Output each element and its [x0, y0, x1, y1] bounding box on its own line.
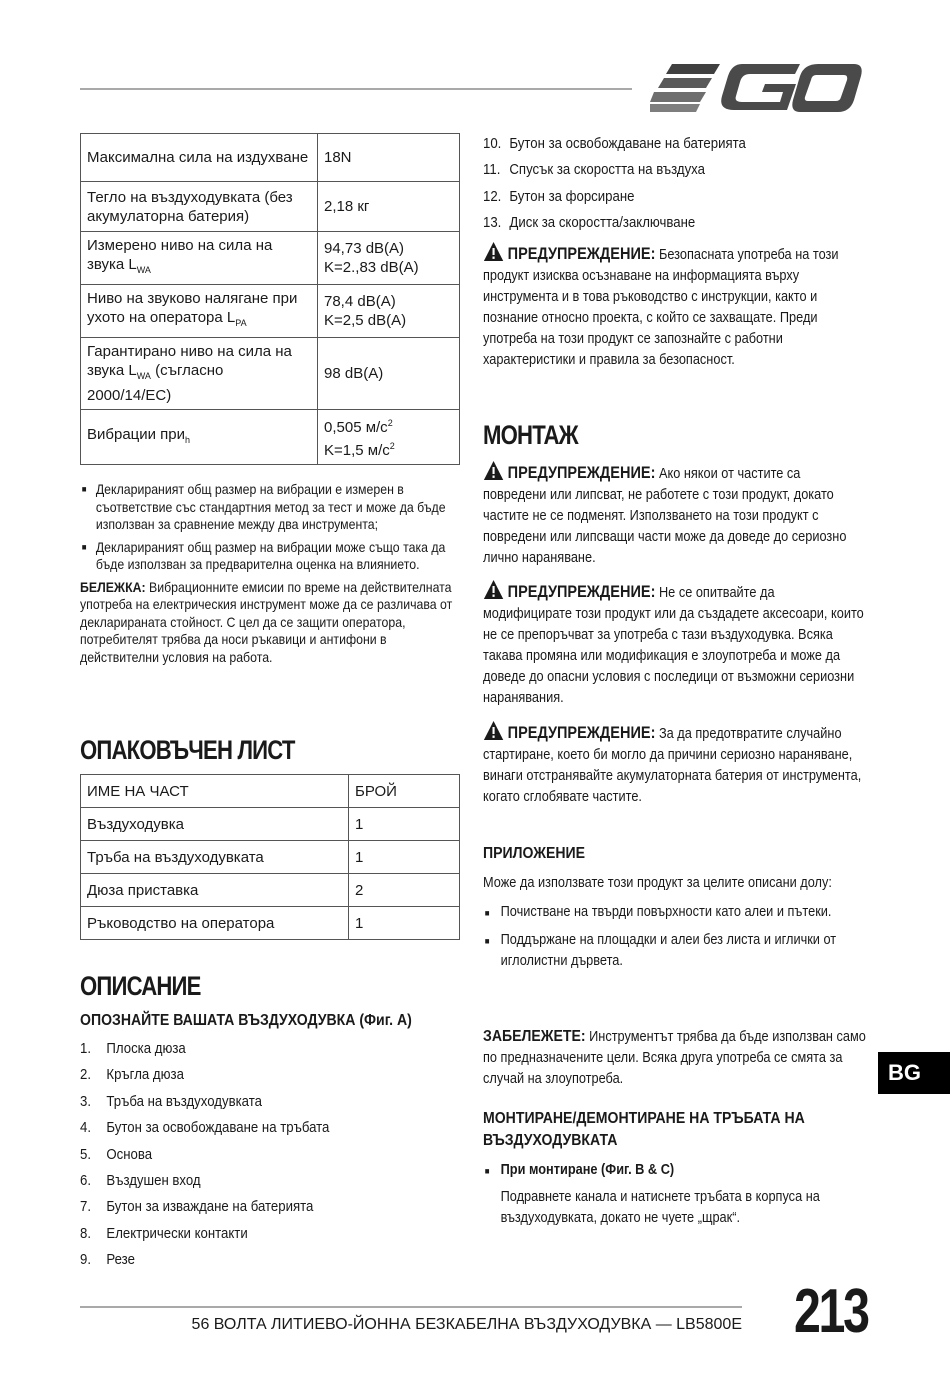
remark-paragraph: [483, 1026, 867, 1090]
list-item: ■ Почистване на твърди повърхности като алеи и пътеки.: [483, 902, 867, 923]
description-subtitle: ОПОЗНАЙТЕ ВАШАТА ВЪЗДУХОДУВКА (Фиг. А): [80, 1012, 412, 1029]
list-item: [80, 1089, 458, 1115]
warning-safety: [483, 241, 867, 371]
part-name: Ръководство на оператора: [81, 907, 349, 940]
list-item: [80, 1247, 458, 1273]
item-number: 1.: [80, 1040, 92, 1057]
spec-value: 78,4 dB(A) K=2,5 dB(A): [318, 285, 460, 338]
spec-value: 18N: [318, 134, 460, 182]
mounting-list: [483, 1160, 867, 1181]
ego-logo: [650, 62, 862, 114]
list-item: [483, 210, 861, 236]
spec-value: 98 dB(A): [318, 338, 460, 410]
part-count: 1: [349, 907, 460, 940]
list-item: [483, 157, 861, 183]
warning-text: Не се опитвайте да модифицирате този продукт или да създадете аксесоари, които не се препоръчват за употреба с тази въздуходувка. Всяка такава промяна или модификация е злоупотреба и може да доведе до опасни условия с последици от възможни сериозни наранявания.: [483, 585, 864, 706]
list-item: [80, 1221, 458, 1247]
part-name: Въздуходувка: [81, 808, 349, 841]
header-rule: [80, 88, 632, 90]
part-name: Дюза приставка: [81, 874, 349, 907]
table-row: [81, 841, 460, 874]
item-number: 11.: [483, 161, 501, 179]
table-row: [81, 907, 460, 940]
list-item: ■ Декларираният общ размер на вибрации е измерен в съответствие със стандартния метод за тест и може да бъде използван за сравнение между два инструмента;: [80, 481, 458, 534]
table-row: [81, 285, 460, 338]
list-item: ■ Декларираният общ размер на вибрации може също така да бъде използван за предварителна оценка на влиянието.: [80, 539, 458, 574]
application-title: ПРИЛОЖЕНИЕ: [483, 845, 586, 862]
specifications-table: [80, 133, 460, 465]
warning-text: За да предотвратите случайно стартиране, което би могло да причини сериозно нараняване, винаги отстранявайте акумулаторната батерия от инструмента, когато сглобявате частите.: [483, 726, 862, 805]
list-item: ■ Поддържане на площадки и алеи без листа и иглички от иглолистни дървета.: [483, 930, 867, 972]
item-text: Въздушен вход: [106, 1171, 201, 1189]
table-row: [81, 338, 460, 410]
spec-value: 2,18 кг: [318, 182, 460, 232]
packing-list-title: ОПАКОВЪЧЕН ЛИСТ: [80, 735, 295, 765]
list-item: [483, 184, 861, 210]
spec-label: Максимална сила на издухване: [81, 134, 318, 182]
item-text: Бутон за форсиране: [509, 187, 635, 205]
item-number: 10.: [483, 135, 502, 152]
warning-text: Безопасната употреба на този продукт изисква осъзнаване на информацията върху инструмента и в това ръководство с инструкции, както и познание относно проекта, с който се захващате. Преди употреба на този продукт се запознайте с работни характеристики и правила за безопасност.: [483, 247, 839, 368]
spec-label: Ниво на звуково налягане при ухото на оператора $L_{PA}$: [81, 285, 318, 338]
item-number: 9.: [80, 1251, 92, 1269]
warning-text: Ако някои от частите са повредени или липсват, не работете с този продукт, докато частите не се подменят. Използването на този продукт с повредени или липсващи части може да доведе до сериозно лично нараняване.: [483, 466, 847, 566]
description-title: ОПИСАНИЕ: [80, 971, 201, 1001]
item-text: Плоска дюза: [106, 1040, 186, 1057]
spec-label: Вибрации при$_h$: [81, 410, 318, 465]
list-item: [80, 1115, 458, 1141]
list-item: [80, 1062, 458, 1088]
part-count: 2: [349, 874, 460, 907]
spec-label: Измерено ниво на сила на звука $L_{WA}$: [81, 232, 318, 285]
warning-label: ПРЕДУПРЕЖДЕНИЕ:: [507, 724, 656, 742]
item-number: 13.: [483, 214, 502, 232]
page-number: 213: [794, 1277, 868, 1346]
item-text: Бутон за освобождаване на батерията: [509, 135, 746, 152]
warning-missing-parts: [483, 460, 867, 569]
warning-triangle-icon: [483, 720, 504, 741]
parts-list-continued: [483, 131, 861, 237]
note-label: БЕЛЕЖКА:: [80, 578, 146, 595]
language-tab: BG: [878, 1052, 950, 1094]
part-count: 1: [349, 841, 460, 874]
item-text: Бутон за освобождаване на тръбата: [106, 1119, 330, 1137]
assembly-title: МОНТАЖ: [483, 420, 578, 450]
note-paragraph: [80, 579, 458, 667]
note-text: Вибрационните емисии по време на действителната употреба на електрическия инструмент може да се различава от декларираната стойност. С цел да се защити оператора, потребителят трябва да носи ръкавици и антифони в действителни условия на работа.: [80, 578, 453, 665]
spec-label: Тегло на въздуходувката (без акумулаторна батерия): [81, 182, 318, 232]
table-row: [81, 808, 460, 841]
table-header-row: [81, 775, 460, 808]
warning-triangle-icon: [483, 241, 504, 262]
part-name: Тръба на въздуходувката: [81, 841, 349, 874]
application-list: [483, 902, 867, 972]
footer-rule: [80, 1306, 742, 1308]
list-item: [483, 131, 861, 157]
spec-value: 0,505 $м/с^2$ K=1,5 $м/с^2$: [318, 410, 460, 465]
item-text: Диск за скоростта/заключване: [509, 214, 696, 232]
table-row: [81, 874, 460, 907]
warning-label: ПРЕДУПРЕЖДЕНИЕ:: [507, 464, 656, 482]
item-number: 7.: [80, 1198, 92, 1216]
column-header: ИМЕ НА ЧАСТ: [81, 775, 349, 808]
table-row: [81, 232, 460, 285]
mounting-step-heading: ■ При монтиране (Фиг. B & C): [483, 1160, 867, 1181]
item-number: 2.: [80, 1066, 92, 1084]
item-text: Кръгла дюза: [106, 1066, 184, 1084]
warning-triangle-icon: [483, 579, 504, 600]
application-intro: Може да използвате този продукт за целите описани долу:: [483, 875, 832, 891]
item-text: Основа: [106, 1145, 153, 1163]
item-number: 8.: [80, 1224, 92, 1242]
list-item: [80, 1142, 458, 1168]
remark-label: ЗАБЕЛЕЖЕТЕ:: [483, 1028, 586, 1045]
warning-modification: [483, 579, 867, 709]
footer-title: 56 ВОЛТА ЛИТИЕВО-ЙОННА БЕЗКАБЕЛНА ВЪЗДУХОДУВКА — LB5800E: [191, 1316, 742, 1333]
item-text: Бутон за изваждане на батерията: [106, 1198, 314, 1216]
table-row: [81, 134, 460, 182]
column-header: БРОЙ: [349, 775, 460, 808]
warning-triangle-icon: [483, 460, 504, 481]
list-item: [80, 1194, 458, 1220]
spec-label: Гарантирано ниво на сила на звука $L_{WA}$ (съгласно 2000/14/EC): [81, 338, 318, 410]
item-number: 5.: [80, 1145, 92, 1163]
mounting-instructions: Подравнете канала и натиснете тръбата в корпуса на въздуходувката, докато не чуете „щрак“.: [500, 1189, 820, 1226]
item-number: 3.: [80, 1092, 92, 1110]
remark-text: Инструментът трябва да бъде използван само по предназначените цели. Всяка друга употреба се смята за случай на злоупотреба.: [483, 1029, 866, 1087]
part-count: 1: [349, 808, 460, 841]
table-row: [81, 410, 460, 465]
item-text: Електрически контакти: [106, 1224, 248, 1242]
list-item: [80, 1168, 458, 1194]
item-number: 12.: [483, 187, 502, 205]
item-text: Спусък за скоростта на въздуха: [509, 161, 705, 179]
item-text: Резе: [106, 1251, 135, 1269]
item-number: 6.: [80, 1171, 92, 1189]
warning-accidental-start: [483, 720, 867, 808]
left-column: [80, 133, 460, 1269]
list-item: [80, 1036, 458, 1062]
parts-list: [80, 1036, 458, 1274]
vibration-notes-list: [80, 481, 458, 574]
warning-label: ПРЕДУПРЕЖДЕНИЕ:: [507, 583, 656, 601]
item-text: Тръба на въздуходувката: [106, 1092, 262, 1110]
mounting-title: МОНТИРАНЕ/ДЕМОНТИРАНЕ НА ТРЪБАТА НА ВЪЗДУХОДУВКАТА: [483, 1110, 805, 1149]
item-number: 4.: [80, 1119, 92, 1137]
packing-list-table: [80, 774, 460, 940]
table-row: [81, 182, 460, 232]
spec-value: 94,73 dB(A) K=2.,83 dB(A): [318, 232, 460, 285]
warning-label: ПРЕДУПРЕЖДЕНИЕ:: [507, 245, 656, 263]
